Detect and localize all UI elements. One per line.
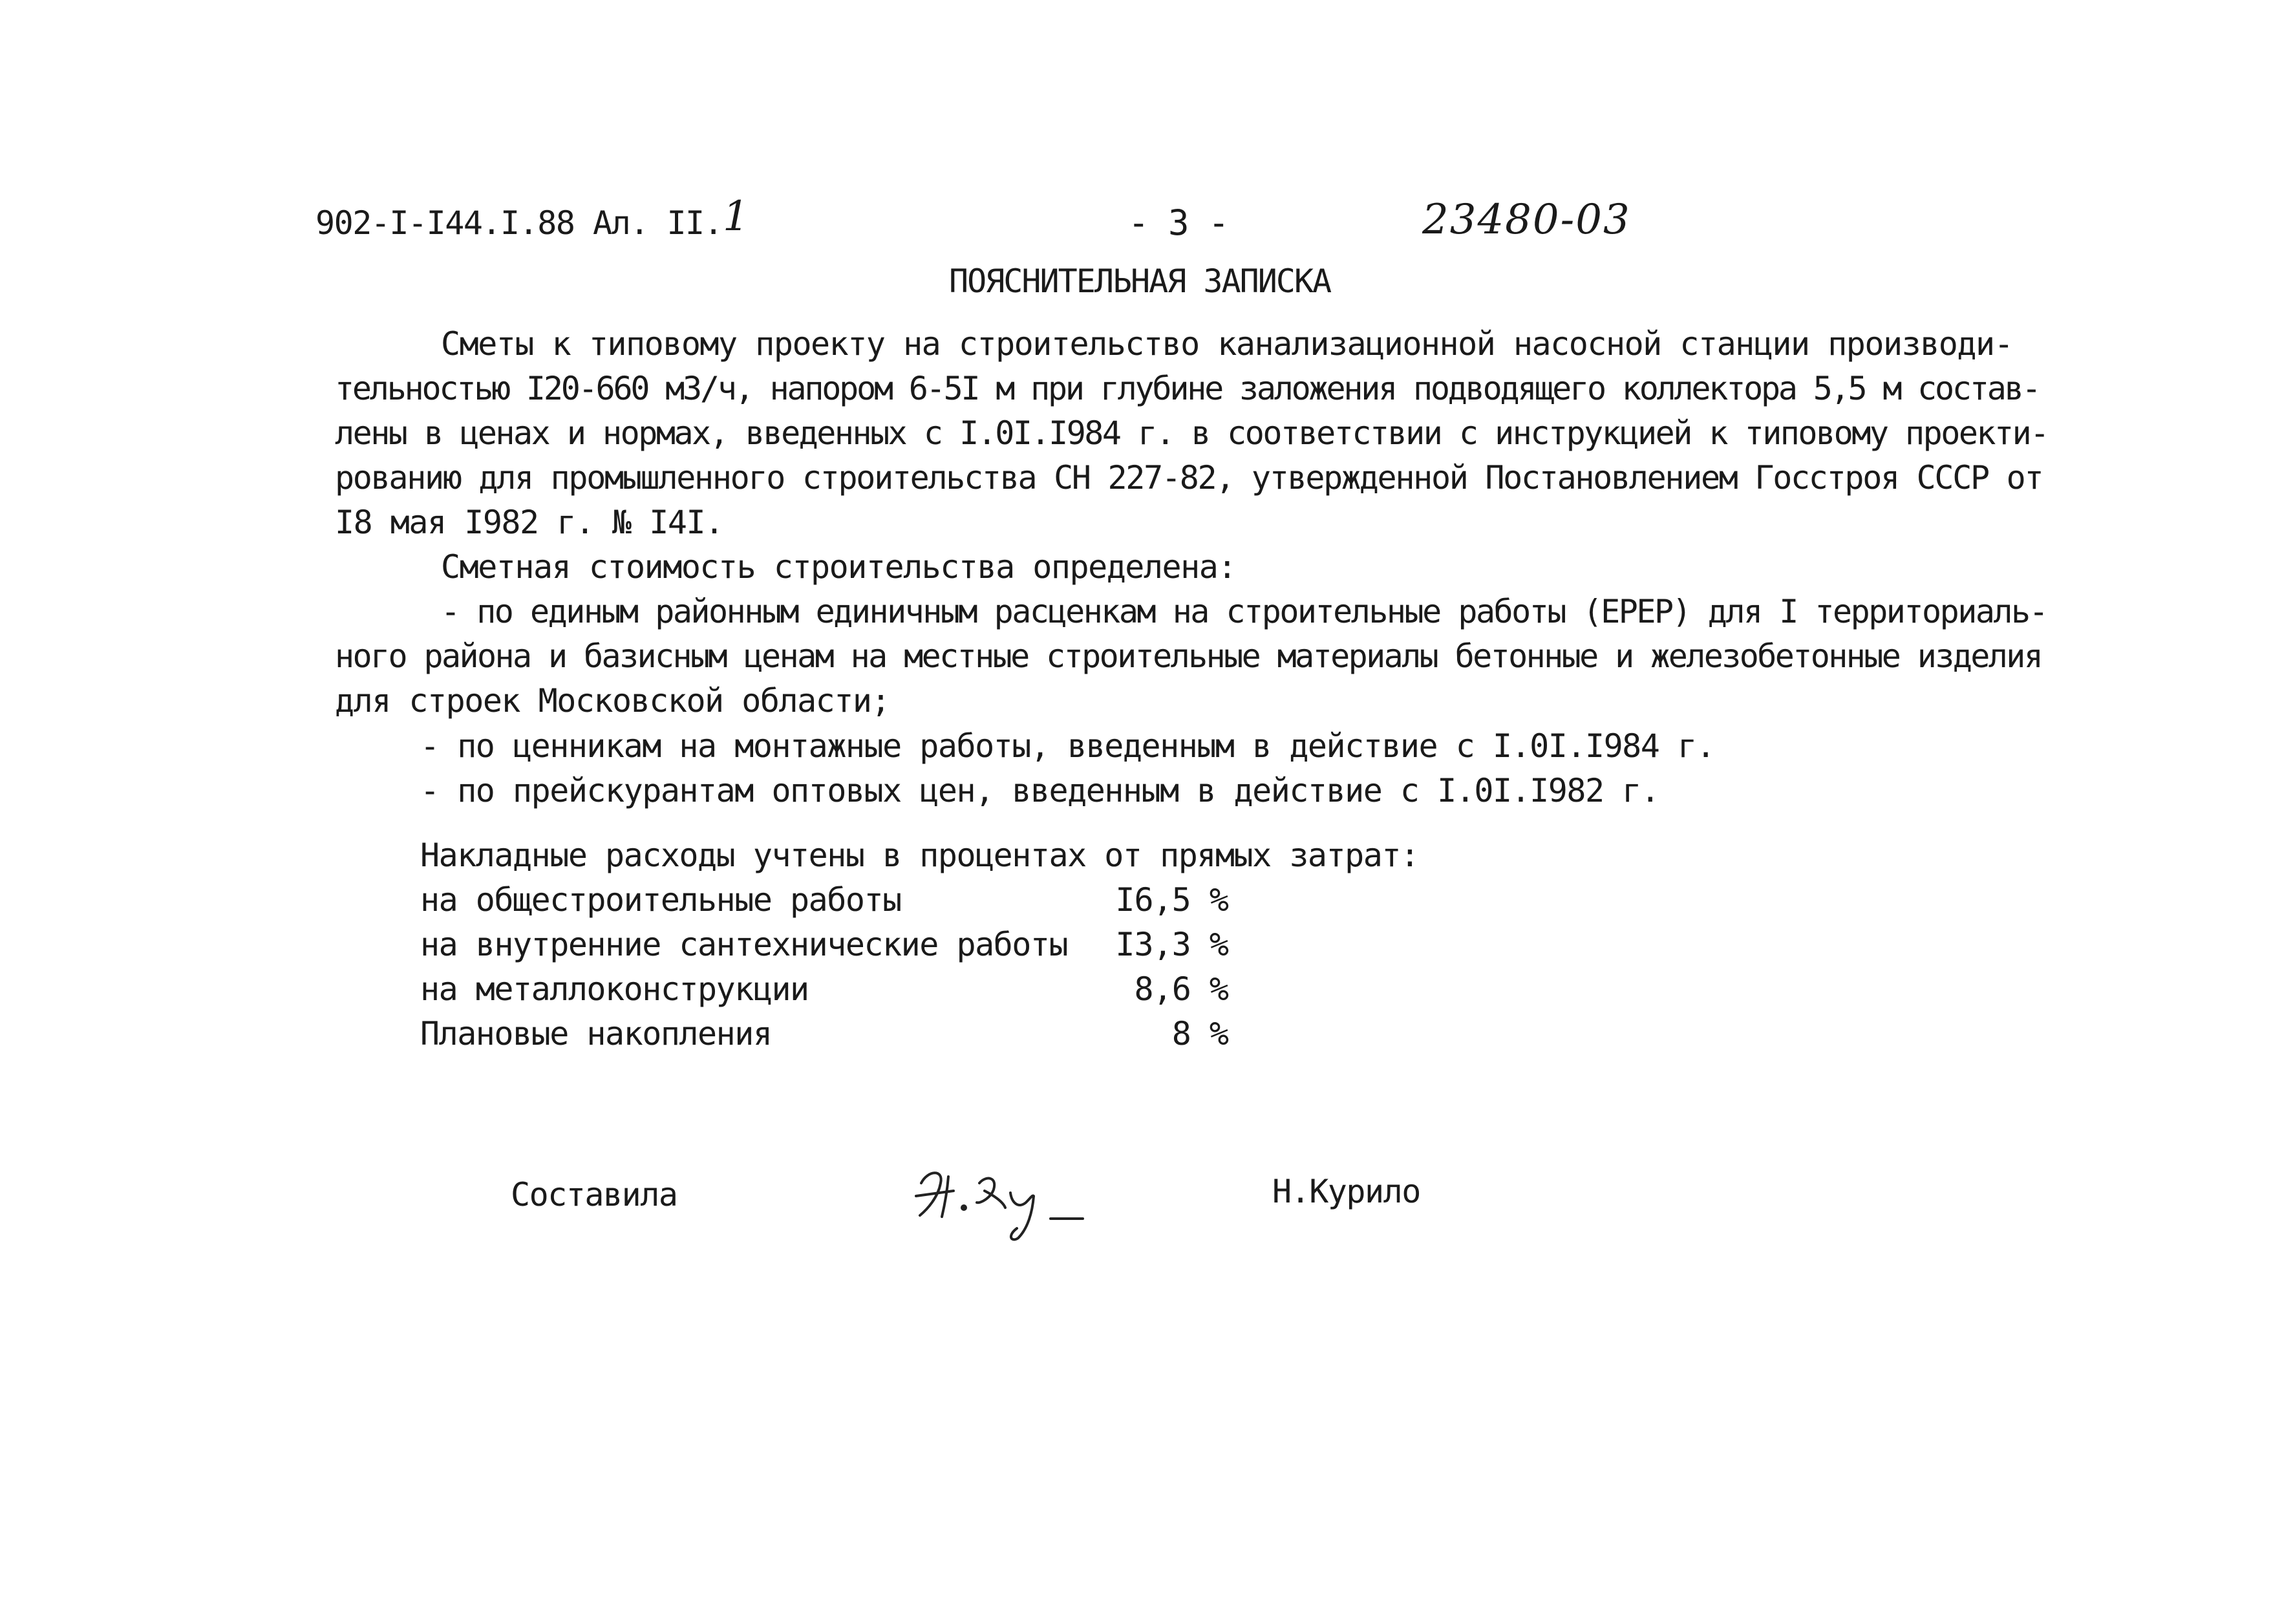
overhead-value: 8 %	[1171, 1015, 1228, 1052]
paragraph-line: рованию для промышленного строительства СН 227-82, утвержденной Постановлением Госстроя СССР от	[335, 459, 2043, 497]
overhead-label: на металлоконструкции	[420, 970, 809, 1008]
overhead-value: I6,5 %	[1115, 881, 1228, 919]
handwritten-signature	[908, 1157, 1102, 1248]
overhead-label: на общестроительные работы	[420, 881, 901, 919]
paragraph-line: I8 мая I982 г. № I4I.	[335, 504, 723, 541]
handwritten-mark: 1	[723, 193, 751, 240]
signatory-name: Н.Курило	[1272, 1173, 1420, 1210]
overhead-value: I3,3 %	[1115, 926, 1228, 963]
paragraph-line: тельностью I20-660 м3/ч, напором 6-5I м при глубине заложения подводящего коллектора 5,5 м состав-	[335, 370, 2040, 407]
bullet-line: - по ценникам на монтажные работы, введенным в действие с I.0I.I984 г.	[420, 727, 1715, 765]
paragraph-line: лены в ценах и нормах, введенных с I.0I.I984 г. в соответствии с инструкцией к типовому проекти-	[335, 414, 2048, 452]
paragraph-intro: Сметная стоимость строительства определена:	[441, 548, 1236, 586]
doc-code: 902-I-I44.I.88 Ал. II.	[315, 204, 723, 242]
page-number: - 3 -	[1128, 202, 1229, 243]
page-title: ПОЯСНИТЕЛЬНАЯ ЗАПИСКА	[949, 262, 1331, 300]
paragraph-line: Сметы к типовому проекту на строительство канализационной насосной станции производи-	[441, 325, 2013, 363]
bullet-line: - по единым районным единичным расценкам на строительные работы (ЕРЕР) для I территориаль-	[441, 593, 2047, 630]
archive-number: 23480-03	[1422, 196, 1631, 244]
overheads-intro: Накладные расходы учтены в процентах от прямых затрат:	[420, 837, 1419, 874]
overhead-label: Плановые накопления	[420, 1015, 772, 1052]
signature-role: Составила	[511, 1176, 677, 1213]
bullet-line: ного района и базисным ценам на местные строительные материалы бетонные и железобетонные изделия	[335, 637, 2042, 675]
overhead-value: 8,6 %	[1134, 970, 1228, 1008]
bullet-line: - по прейскурантам оптовых цен, введенным в действие с I.0I.I982 г.	[420, 772, 1659, 809]
overhead-label: на внутренние сантехнические работы	[420, 926, 1068, 963]
bullet-line: для строек Московской области;	[335, 682, 890, 720]
